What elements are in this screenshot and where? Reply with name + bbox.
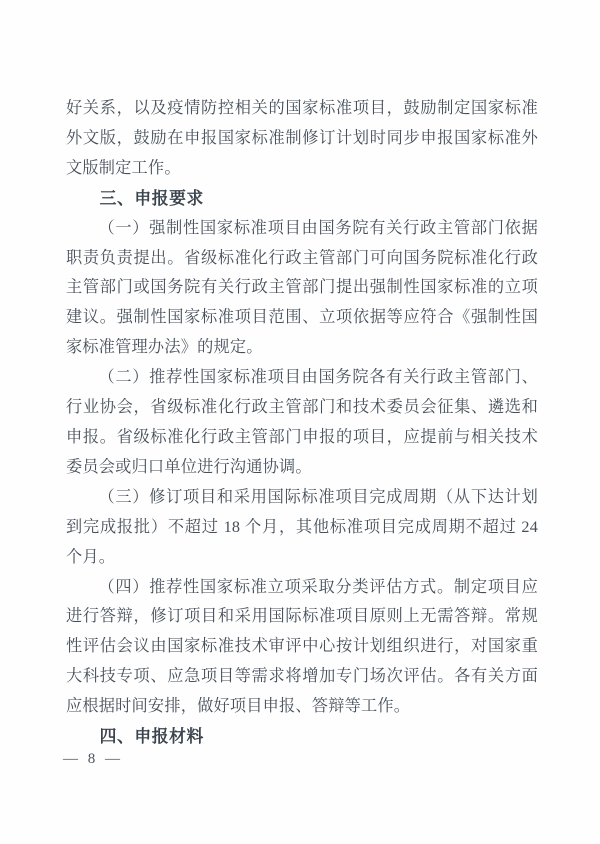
section-3-item-3: （三）修订项目和采用国际标准项目完成周期（从下达计划到完成报批）不超过 18 个月，其他标准项目完成周期不超过 24 个月。	[66, 487, 538, 566]
section-3-heading: 三、申报要求	[99, 188, 204, 208]
page-number: — 8 —	[63, 751, 123, 767]
section-3-item-1: （一）强制性国家标准项目由国务院有关行政主管部门依据职责负责提出。省级标准化行政主管部门可向国务院标准化行政主管部门或国务院有关行政主管部门提出强制性国家标准的立项建议。强制性国家标准项目范围、立项依据等应符合《强制性国家标准管理办法》的规定。	[66, 218, 538, 357]
section-4-heading: 四、申报材料	[99, 727, 204, 747]
section-3-item-4: （四）推荐性国家标准立项采取分类评估方式。制定项目应进行答辩，修订项目和采用国际标准项目原则上无需答辩。常规性评估会议由国家标准技术审评中心按计划组织进行，对国家重大科技专项、应急项目等需求将增加专门场次评估。各有关方面应根据时间安排，做好项目申报、答辩等工作。	[66, 577, 538, 716]
section-3-item-2: （二）推荐性国家标准项目由国务院各有关行政主管部门、行业协会，省级标准化行政主管部门和技术委员会征集、遴选和申报。省级标准化行政主管部门申报的项目，应提前与相关技术委员会或归口单位进行沟通协调。	[66, 368, 538, 476]
intro-paragraph: 好关系，以及疫情防控相关的国家标准项目，鼓励制定国家标准外文版，鼓励在申报国家标准制修订计划时同步申报国家标准外文版制定工作。	[66, 99, 538, 177]
document-content	[66, 94, 538, 752]
